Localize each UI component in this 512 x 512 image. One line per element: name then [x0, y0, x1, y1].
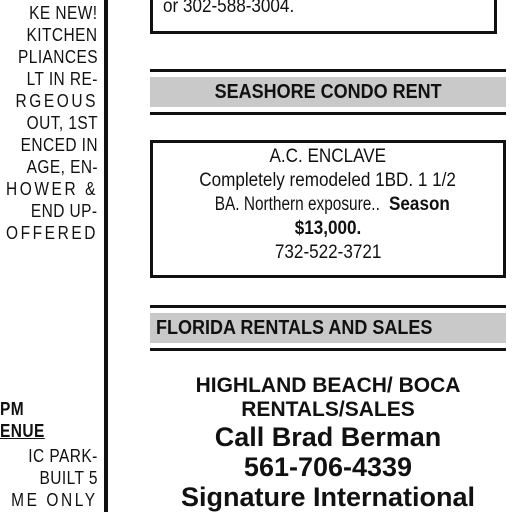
florida-ad-line3: Call Brad Berman — [214, 422, 442, 452]
ad-description-line1: Completely remodeled 1BD. 1 1/2 — [199, 170, 457, 191]
left-line: END UP- — [31, 201, 98, 221]
left-line: BUILT 5 — [39, 468, 98, 488]
left-line: RGEOUS — [15, 91, 98, 111]
column-divider — [104, 0, 108, 512]
left-classified-column — [0, 0, 104, 512]
florida-ad-line1: HIGHLAND BEACH/ BOCA — [195, 374, 461, 397]
left-line: HOWER & — [5, 179, 98, 199]
florida-heading — [150, 313, 506, 343]
left-line: AGE, EN- — [26, 157, 98, 177]
left-line: OFFERED — [5, 223, 98, 243]
left-line: IC PARK- — [28, 446, 98, 466]
seashore-heading-band — [150, 69, 506, 115]
ad-season-label: Season — [389, 194, 451, 215]
florida-ad-phone: 561-706-4339 — [243, 452, 413, 482]
florida-ad-line2: RENTALS/SALES — [241, 398, 415, 421]
left-line: KITCHEN — [27, 25, 98, 45]
ad-title: A.C. ENCLAVE — [269, 146, 387, 167]
left-line: OUT, 1ST — [26, 113, 98, 133]
left-time-line: PM — [0, 399, 25, 419]
ad-description-line2: BA. Northern exposure..Season — [215, 194, 451, 215]
florida-heading-band — [150, 305, 506, 351]
seashore-heading-text: SEASHORE CONDO RENT — [214, 81, 442, 103]
top-ad-text: or 302-588-3004. — [163, 0, 295, 17]
florida-ad-line5: Signature International — [180, 482, 476, 512]
left-line: PLIANCES — [17, 47, 98, 67]
seashore-heading — [150, 77, 506, 107]
left-line: ME ONLY — [11, 490, 98, 510]
florida-heading-text: FLORIDA RENTALS AND SALES — [156, 317, 433, 339]
ac-enclave-ad — [150, 140, 506, 278]
left-line: KE NEW! — [29, 3, 98, 23]
left-venue-line: ENUE — [0, 421, 45, 441]
left-line: LT IN RE- — [26, 69, 98, 89]
florida-ad — [150, 374, 506, 512]
top-ad-box — [150, 0, 497, 34]
left-line: ENCED IN — [20, 135, 98, 155]
ad-phone: 732-522-3721 — [274, 242, 382, 263]
ad-price: $13,000. — [294, 218, 362, 239]
